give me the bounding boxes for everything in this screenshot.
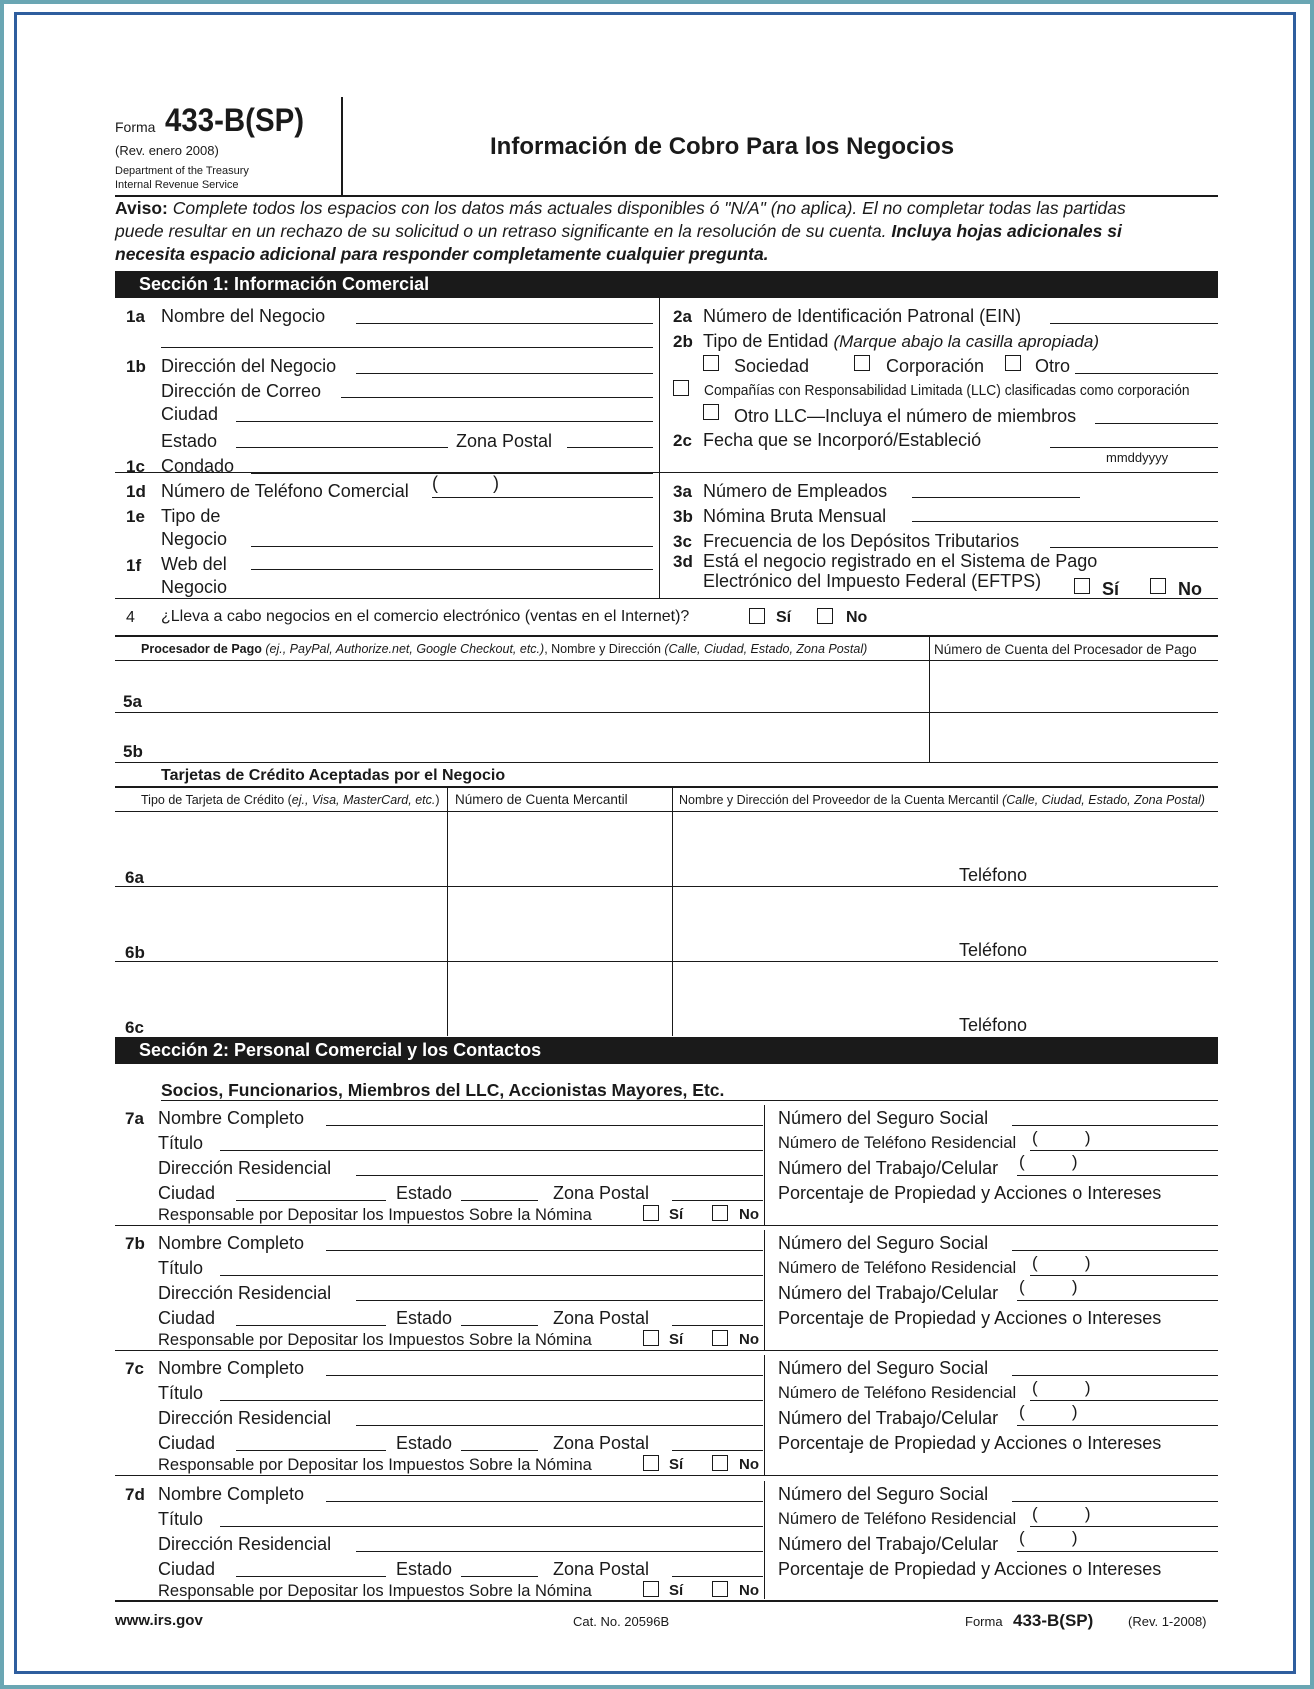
- section1-header: Sección 1: Información Comercial: [115, 271, 1218, 298]
- person-block-rule: [115, 1475, 1218, 1476]
- payroll-responsible-label: Responsable por Depositar los Impuestos Sobre la Nómina: [158, 1582, 592, 1600]
- revision-date: (Rev. enero 2008): [115, 143, 219, 158]
- ownership-label: Porcentaje de Propiedad y Acciones o Intereses: [778, 1308, 1162, 1328]
- ein-field[interactable]: [1050, 323, 1218, 324]
- zip-field[interactable]: [567, 447, 653, 448]
- item-1e-number: 1e: [126, 507, 145, 526]
- home-address-label: Dirección Residencial: [158, 1534, 332, 1554]
- payment-processor-header: [141, 643, 867, 656]
- business-phone-label: Número de Teléfono Comercial: [161, 481, 409, 501]
- card-type-header: [141, 794, 440, 807]
- notice-bold-2: Incluya hojas adicionales si: [891, 221, 1122, 241]
- payment-processor-divider: [929, 636, 930, 762]
- corporation-checkbox[interactable]: [854, 355, 870, 371]
- other-field[interactable]: [1075, 373, 1218, 374]
- corporation-label: Corporación: [886, 356, 985, 376]
- credit-cards-header-rule: [115, 811, 1218, 812]
- person-state-field[interactable]: [461, 1576, 538, 1577]
- payroll-responsible-yes-label: Sí: [669, 1582, 684, 1599]
- payment-processor-paren: (Calle, Ciudad, Estado, Zona Postal): [664, 642, 868, 656]
- work-phone-area-code: ( ): [1019, 1528, 1078, 1547]
- person-zip-label: Zona Postal: [553, 1308, 650, 1328]
- payment-processor-row-5a[interactable]: [115, 712, 1218, 713]
- county-label: Condado: [161, 456, 235, 476]
- person-block-number: 7a: [125, 1109, 144, 1128]
- form-number: 433-B(SP): [165, 102, 305, 138]
- home-phone-label: Número de Teléfono Residencial: [778, 1510, 1017, 1528]
- person-city-label: Ciudad: [158, 1559, 216, 1579]
- home-phone-field[interactable]: [1030, 1400, 1218, 1401]
- person-column-divider: [764, 1355, 765, 1475]
- full-name-label: Nombre Completo: [158, 1108, 305, 1128]
- department: Department of the Treasury: [115, 165, 249, 177]
- incorporation-date-label: Fecha que se Incorporó/Estableció: [703, 430, 982, 450]
- notice-line-3: necesita espacio adicional para responder completamente cualquier pregunta.: [115, 244, 769, 264]
- business-address-label: Dirección del Negocio: [161, 356, 337, 376]
- full-name-label: Nombre Completo: [158, 1484, 305, 1504]
- payroll-responsible-no-checkbox[interactable]: [712, 1330, 728, 1346]
- eftps-label-b: Electrónico del Impuesto Federal (EFTPS): [703, 571, 1042, 591]
- person-zip-label: Zona Postal: [553, 1183, 650, 1203]
- deposit-frequency-field[interactable]: [1050, 547, 1218, 548]
- card-row-6a[interactable]: [115, 886, 1218, 887]
- business-name-field[interactable]: [356, 323, 653, 324]
- home-phone-field[interactable]: [1030, 1150, 1218, 1151]
- item-1d-number: 1d: [126, 482, 146, 501]
- item-6c-number: 6c: [125, 1018, 144, 1037]
- zip-label: Zona Postal: [456, 431, 553, 451]
- gross-payroll-field[interactable]: [912, 521, 1218, 522]
- person-state-label: Estado: [396, 1433, 453, 1453]
- row-rule-2: [115, 598, 1218, 599]
- person-block-number: 7b: [125, 1234, 145, 1253]
- website-label-a: Web del: [161, 554, 227, 574]
- person-state-label: Estado: [396, 1183, 453, 1203]
- home-address-field[interactable]: [356, 1175, 763, 1176]
- ssn-field[interactable]: [1012, 1501, 1218, 1502]
- notice-text-1: Complete todos los espacios con los datos más actuales disponibles ó "N/A" (no aplica). El no completar todas las partidas: [167, 198, 1126, 218]
- payroll-responsible-yes-checkbox[interactable]: [643, 1581, 659, 1597]
- ssn-label: Número del Seguro Social: [778, 1484, 989, 1504]
- section1-column-divider: [659, 298, 660, 598]
- item-1c-number: 1c: [126, 457, 145, 476]
- payroll-responsible-no-label: No: [739, 1206, 759, 1223]
- llc-members-field[interactable]: [1095, 423, 1218, 424]
- header-divider: [341, 97, 343, 195]
- card-6a-phone-label: Teléfono: [959, 865, 1028, 885]
- payroll-responsible-label: Responsable por Depositar los Impuestos Sobre la Nómina: [158, 1331, 592, 1349]
- full-name-label: Nombre Completo: [158, 1233, 305, 1253]
- person-zip-field[interactable]: [672, 1450, 763, 1451]
- person-state-field[interactable]: [461, 1450, 538, 1451]
- credit-cards-title: Tarjetas de Crédito Aceptadas por el Negocio: [161, 767, 506, 784]
- section2-header: Sección 2: Personal Comercial y los Contactos: [115, 1037, 1218, 1064]
- work-phone-label: Número del Trabajo/Celular: [778, 1158, 999, 1178]
- person-city-field[interactable]: [236, 1576, 386, 1577]
- home-phone-area-code: ( ): [1032, 1253, 1091, 1272]
- item-3a-number: 3a: [673, 482, 692, 501]
- payment-processor-mid: , Nombre y Dirección: [544, 642, 665, 656]
- item-5a-number: 5a: [123, 692, 142, 711]
- ssn-field[interactable]: [1012, 1250, 1218, 1251]
- full-name-field[interactable]: [326, 1501, 763, 1502]
- person-city-field[interactable]: [236, 1325, 386, 1326]
- state-label: Estado: [161, 431, 218, 451]
- payment-processor-row-5b[interactable]: [115, 762, 1218, 763]
- person-title-label: Título: [158, 1509, 204, 1529]
- card-type-text: Tipo de Tarjeta de Crédito (: [141, 793, 292, 807]
- work-phone-area-code: ( ): [1019, 1402, 1078, 1421]
- payment-processor-examples: (ej., PayPal, Authorize.net, Google Checkout, etc.): [261, 642, 545, 656]
- eftps-yes-checkbox[interactable]: [1074, 578, 1090, 594]
- payment-processor-header-rule: [115, 660, 1218, 661]
- item-6b-number: 6b: [125, 943, 145, 962]
- payroll-responsible-yes-checkbox[interactable]: [643, 1455, 659, 1471]
- person-city-label: Ciudad: [158, 1183, 216, 1203]
- ownership-label: Porcentaje de Propiedad y Acciones o Intereses: [778, 1433, 1162, 1453]
- work-phone-field[interactable]: [1017, 1551, 1218, 1552]
- payroll-responsible-yes-checkbox[interactable]: [643, 1205, 659, 1221]
- card-6c-phone-label: Teléfono: [959, 1015, 1028, 1035]
- agency: Internal Revenue Service: [115, 179, 239, 191]
- merchant-provider-paren: (Calle, Ciudad, Estado, Zona Postal): [1002, 793, 1205, 807]
- item-2c-number: 2c: [673, 431, 692, 450]
- person-zip-label: Zona Postal: [553, 1559, 650, 1579]
- entity-type-hint: (Marque abajo la casilla apropiada): [833, 332, 1099, 351]
- home-phone-field[interactable]: [1030, 1275, 1218, 1276]
- footer-form-number: 433-B(SP): [1013, 1611, 1094, 1630]
- ecommerce-no-label: No: [846, 609, 868, 626]
- ecommerce-label: ¿Lleva a cabo negocios en el comercio electrónico (ventas en el Internet)?: [161, 608, 690, 625]
- person-title-field[interactable]: [220, 1526, 763, 1527]
- payroll-responsible-no-label: No: [739, 1582, 759, 1599]
- person-zip-label: Zona Postal: [553, 1433, 650, 1453]
- person-state-label: Estado: [396, 1308, 453, 1328]
- item-1a-number: 1a: [126, 307, 145, 326]
- notice-text-2: puede resultar en un rechazo de su solicitud o un retraso significante en la resolución de su cuenta.: [115, 221, 892, 241]
- home-address-label: Dirección Residencial: [158, 1283, 332, 1303]
- ssn-label: Número del Seguro Social: [778, 1233, 989, 1253]
- person-city-field[interactable]: [236, 1200, 386, 1201]
- payroll-responsible-yes-label: Sí: [669, 1206, 684, 1223]
- person-zip-field[interactable]: [672, 1200, 763, 1201]
- ssn-field[interactable]: [1012, 1375, 1218, 1376]
- ecommerce-yes-label: Sí: [776, 609, 792, 626]
- partnership-label: Sociedad: [734, 356, 810, 376]
- card-type-examples: ej., Visa, MasterCard, etc.: [291, 793, 436, 807]
- person-city-field[interactable]: [236, 1450, 386, 1451]
- person-title-field[interactable]: [220, 1400, 763, 1401]
- payment-processor-account-header: Número de Cuenta del Procesador de Pago: [934, 642, 1197, 657]
- notice-label: Aviso:: [115, 198, 168, 218]
- website-label-b: Negocio: [161, 577, 228, 597]
- person-column-divider: [764, 1105, 765, 1225]
- eftps-label-a: Está el negocio registrado en el Sistema de Pago: [703, 551, 1098, 571]
- home-phone-area-code: ( ): [1032, 1128, 1091, 1147]
- other-checkbox[interactable]: [1005, 355, 1021, 371]
- payment-processor-title: Procesador de Pago: [141, 642, 262, 656]
- work-phone-field[interactable]: [1017, 1300, 1218, 1301]
- eftps-yes-label: Sí: [1102, 579, 1120, 599]
- mailing-address-field[interactable]: [341, 397, 653, 398]
- business-address-field[interactable]: [356, 373, 653, 374]
- work-phone-label: Número del Trabajo/Celular: [778, 1408, 999, 1428]
- section2-subtitle: Socios, Funcionarios, Miembros del LLC, Accionistas Mayores, Etc.: [161, 1080, 725, 1100]
- ownership-label: Porcentaje de Propiedad y Acciones o Intereses: [778, 1559, 1162, 1579]
- full-name-field[interactable]: [326, 1375, 763, 1376]
- merchant-provider-text: Nombre y Dirección del Proveedor de la Cuenta Mercantil: [679, 793, 1003, 807]
- person-state-label: Estado: [396, 1559, 453, 1579]
- ecommerce-yes-checkbox[interactable]: [749, 608, 765, 624]
- row-rule-3: [115, 635, 1218, 637]
- item-3d-number: 3d: [673, 552, 693, 571]
- payroll-responsible-yes-label: Sí: [669, 1331, 684, 1348]
- footer-revision: (Rev. 1-2008): [1128, 1614, 1207, 1629]
- eftps-no-label: No: [1178, 579, 1202, 599]
- business-type-field[interactable]: [251, 546, 653, 547]
- work-phone-field[interactable]: [1017, 1425, 1218, 1426]
- person-block-rule: [115, 1225, 1218, 1226]
- other-label: Otro: [1035, 356, 1071, 376]
- person-column-divider: [764, 1230, 765, 1350]
- work-phone-label: Número del Trabajo/Celular: [778, 1534, 999, 1554]
- mailing-address-label: Dirección de Correo: [161, 381, 322, 401]
- person-state-field[interactable]: [461, 1325, 538, 1326]
- payroll-responsible-no-label: No: [739, 1456, 759, 1473]
- ein-label: Número de Identificación Patronal (EIN): [703, 306, 1022, 326]
- entity-type-label: [703, 332, 1099, 350]
- full-name-field[interactable]: [326, 1250, 763, 1251]
- work-phone-label: Número del Trabajo/Celular: [778, 1283, 999, 1303]
- item-5b-number: 5b: [123, 742, 143, 761]
- merchant-account-header: Número de Cuenta Mercantil: [455, 792, 628, 807]
- person-title-field[interactable]: [220, 1275, 763, 1276]
- entity-type-text: Tipo de Entidad: [703, 331, 829, 351]
- home-address-field[interactable]: [356, 1551, 763, 1552]
- person-block-rule: [115, 1350, 1218, 1351]
- item-1f-number: 1f: [126, 556, 142, 575]
- date-format-hint: mmddyyyy: [1106, 450, 1169, 465]
- item-2a-number: 2a: [673, 307, 692, 326]
- employees-label: Número de Empleados: [703, 481, 888, 501]
- card-6b-phone-label: Teléfono: [959, 940, 1028, 960]
- form-title: Información de Cobro Para los Negocios: [490, 133, 955, 160]
- state-field[interactable]: [236, 447, 448, 448]
- person-city-label: Ciudad: [158, 1433, 216, 1453]
- home-phone-label: Número de Teléfono Residencial: [778, 1259, 1017, 1277]
- credit-cards-top-rule: [115, 786, 1218, 788]
- person-title-label: Título: [158, 1258, 204, 1278]
- other-llc-checkbox[interactable]: [703, 404, 719, 420]
- eftps-no-checkbox[interactable]: [1150, 578, 1166, 594]
- ssn-label: Número del Seguro Social: [778, 1108, 989, 1128]
- ssn-field[interactable]: [1012, 1125, 1218, 1126]
- person-state-field[interactable]: [461, 1200, 538, 1201]
- payroll-responsible-yes-checkbox[interactable]: [643, 1330, 659, 1346]
- incorporation-date-field[interactable]: [1050, 447, 1218, 448]
- header-rule: [115, 195, 1218, 197]
- llc-corporation-checkbox[interactable]: [673, 380, 689, 396]
- person-block-number: 7c: [125, 1359, 144, 1378]
- business-name-field-line2[interactable]: [161, 347, 653, 348]
- card-type-close: ): [435, 793, 440, 807]
- section2-subtitle-rule: [161, 1100, 1218, 1101]
- home-address-label: Dirección Residencial: [158, 1408, 332, 1428]
- home-address-label: Dirección Residencial: [158, 1158, 332, 1178]
- business-phone-field[interactable]: [432, 497, 653, 498]
- partnership-checkbox[interactable]: [703, 355, 719, 371]
- footer-forma-label: Forma: [965, 1614, 1003, 1629]
- home-phone-label: Número de Teléfono Residencial: [778, 1384, 1017, 1402]
- home-phone-area-code: ( ): [1032, 1378, 1091, 1397]
- payroll-responsible-no-checkbox[interactable]: [712, 1455, 728, 1471]
- llc-corporation-label: Compañías con Responsabilidad Limitada (LLC) clasificadas como corporación: [704, 382, 1190, 399]
- home-phone-area-code: ( ): [1032, 1504, 1091, 1523]
- home-phone-label: Número de Teléfono Residencial: [778, 1134, 1017, 1152]
- payroll-responsible-no-label: No: [739, 1331, 759, 1348]
- merchant-provider-header: [679, 794, 1205, 807]
- payroll-responsible-yes-label: Sí: [669, 1456, 684, 1473]
- area-code-paren: ( ): [432, 473, 499, 493]
- person-column-divider: [764, 1481, 765, 1599]
- payroll-responsible-no-checkbox[interactable]: [712, 1581, 728, 1597]
- forma-label: Forma: [115, 119, 156, 135]
- person-title-field[interactable]: [220, 1150, 763, 1151]
- item-6a-number: 6a: [125, 868, 144, 887]
- ownership-label: Porcentaje de Propiedad y Acciones o Intereses: [778, 1183, 1162, 1203]
- other-llc-label: Otro LLC—Incluya el número de miembros: [734, 406, 1077, 426]
- card-col-divider-1: [447, 787, 448, 1036]
- payroll-responsible-label: Responsable por Depositar los Impuestos Sobre la Nómina: [158, 1206, 592, 1224]
- person-zip-field[interactable]: [672, 1576, 763, 1577]
- notice-line-1: [115, 200, 1126, 218]
- footer-website: www.irs.gov: [115, 1612, 203, 1629]
- city-field[interactable]: [236, 421, 653, 422]
- person-city-label: Ciudad: [158, 1308, 216, 1328]
- business-type-label-a: Tipo de: [161, 506, 221, 526]
- footer-cat-number: Cat. No. 20596B: [573, 1614, 670, 1629]
- person-zip-field[interactable]: [672, 1325, 763, 1326]
- person-title-label: Título: [158, 1383, 204, 1403]
- notice-line-2: [115, 223, 1122, 241]
- item-2b-number: 2b: [673, 332, 693, 351]
- item-1b-number: 1b: [126, 357, 146, 376]
- card-row-6b[interactable]: [115, 961, 1218, 962]
- work-phone-field[interactable]: [1017, 1175, 1218, 1176]
- gross-payroll-label: Nómina Bruta Mensual: [703, 506, 887, 526]
- website-field[interactable]: [251, 569, 653, 570]
- home-address-field[interactable]: [356, 1425, 763, 1426]
- card-col-divider-2: [672, 787, 673, 1036]
- ssn-label: Número del Seguro Social: [778, 1358, 989, 1378]
- employees-field[interactable]: [912, 497, 1080, 498]
- person-title-label: Título: [158, 1133, 204, 1153]
- full-name-label: Nombre Completo: [158, 1358, 305, 1378]
- item-3b-number: 3b: [673, 507, 693, 526]
- ecommerce-no-checkbox[interactable]: [817, 608, 833, 624]
- work-phone-area-code: ( ): [1019, 1152, 1078, 1171]
- business-type-label-b: Negocio: [161, 529, 228, 549]
- payroll-responsible-no-checkbox[interactable]: [712, 1205, 728, 1221]
- item-4-number: 4: [126, 609, 135, 626]
- work-phone-area-code: ( ): [1019, 1277, 1078, 1296]
- full-name-field[interactable]: [326, 1125, 763, 1126]
- city-label: Ciudad: [161, 404, 219, 424]
- business-name-label: Nombre del Negocio: [161, 306, 326, 326]
- row-rule-1: [115, 472, 1218, 473]
- payroll-responsible-label: Responsable por Depositar los Impuestos Sobre la Nómina: [158, 1456, 592, 1474]
- section2-bottom-rule: [115, 1600, 1218, 1602]
- home-address-field[interactable]: [356, 1300, 763, 1301]
- item-3c-number: 3c: [673, 532, 692, 551]
- deposit-frequency-label: Frecuencia de los Depósitos Tributarios: [703, 531, 1020, 551]
- person-block-number: 7d: [125, 1485, 145, 1504]
- home-phone-field[interactable]: [1030, 1526, 1218, 1527]
